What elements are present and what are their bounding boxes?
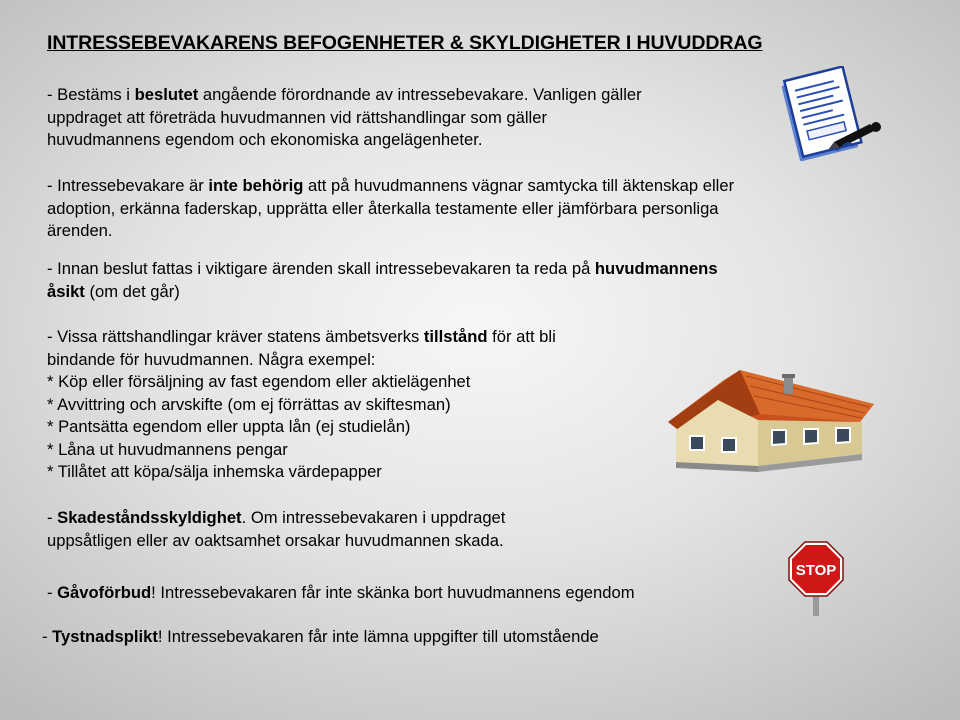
p6-bold: Gåvoförbud <box>57 583 152 602</box>
p2-bold: inte behörig <box>208 176 304 195</box>
p6-text: - <box>47 583 58 602</box>
p5-text: - <box>47 508 58 527</box>
p5-text-cont: . Om intressebevakaren i uppdraget <box>241 508 506 527</box>
p2-line: ärenden. <box>47 221 113 240</box>
p3-bold: huvudmannens <box>594 259 718 278</box>
p6-text-cont: ! Intressebevakaren får inte skänka bort huvudmannens egendom <box>151 583 635 602</box>
paragraph-confidentiality <box>42 626 742 649</box>
list-item: * Tillåtet att köpa/sälja inhemska värdepapper <box>47 462 382 481</box>
p2-text: - Intressebevakare är <box>47 176 209 195</box>
paragraph-not-authorized <box>47 175 847 243</box>
p7-bold: Tystnadsplikt <box>52 627 158 646</box>
p4-line: bindande för huvudmannen. Några exempel: <box>47 349 376 369</box>
p4-text: - Vissa rättshandlingar kräver statens ämbetsverks <box>47 327 424 346</box>
paragraph-gift-ban <box>47 582 747 605</box>
p4-bold: tillstånd <box>423 327 488 346</box>
paragraph-permission <box>47 326 667 484</box>
p3-bold: åsikt <box>47 281 85 301</box>
p3-text: - Innan beslut fattas i viktigare ärenden skall intressebevakaren ta reda på <box>47 259 595 278</box>
p4-text-cont: för att bli <box>487 327 556 346</box>
p2-line: adoption, erkänna faderskap, upprätta eller återkalla testamente eller jämförbara personliga <box>47 198 719 218</box>
p1-text: - Bestäms i <box>47 85 135 104</box>
p7-text: - <box>42 627 53 646</box>
p2-text-cont: att på huvudmannens vägnar samtycka till äktenskap eller <box>303 176 735 195</box>
stop-sign-icon <box>786 540 846 616</box>
p1-line: huvudmannens egendom och ekonomiska angelägenheter. <box>47 130 483 149</box>
list-item: * Låna ut huvudmannens pengar <box>47 439 288 459</box>
p1-bold: beslutet <box>134 85 199 104</box>
p1-line: uppdraget att företräda huvudmannen vid rättshandlingar som gäller <box>47 107 547 127</box>
p5-bold: Skadeståndsskyldighet <box>57 508 242 527</box>
stop-sign-text: STOP <box>795 562 837 579</box>
p7-text-cont: ! Intressebevakaren får inte lämna uppgifter till utomstående <box>157 627 599 646</box>
paragraph-opinion <box>47 258 847 303</box>
list-item: * Avvittring och arvskifte (om ej förrättas av skiftesman) <box>47 394 451 414</box>
p3-text-cont: (om det går) <box>84 281 180 301</box>
document-pen-icon <box>776 66 886 166</box>
paragraph-decision <box>47 84 747 152</box>
p5-line: uppsåtligen eller av oaktsamhet orsakar huvudmannen skada. <box>47 530 504 550</box>
list-item: * Pantsätta egendom eller uppta lån (ej studielån) <box>47 417 411 436</box>
page-title: INTRESSEBEVAKARENS BEFOGENHETER & SKYLDIGHETER I HUVUDDRAG <box>47 32 763 54</box>
list-item: * Köp eller försäljning av fast egendom eller aktielägenhet <box>47 372 471 391</box>
paragraph-liability <box>47 507 667 552</box>
p1-text-cont: angående förordnande av intressebevakare. Vanligen gäller <box>198 85 642 104</box>
house-icon <box>664 366 878 476</box>
